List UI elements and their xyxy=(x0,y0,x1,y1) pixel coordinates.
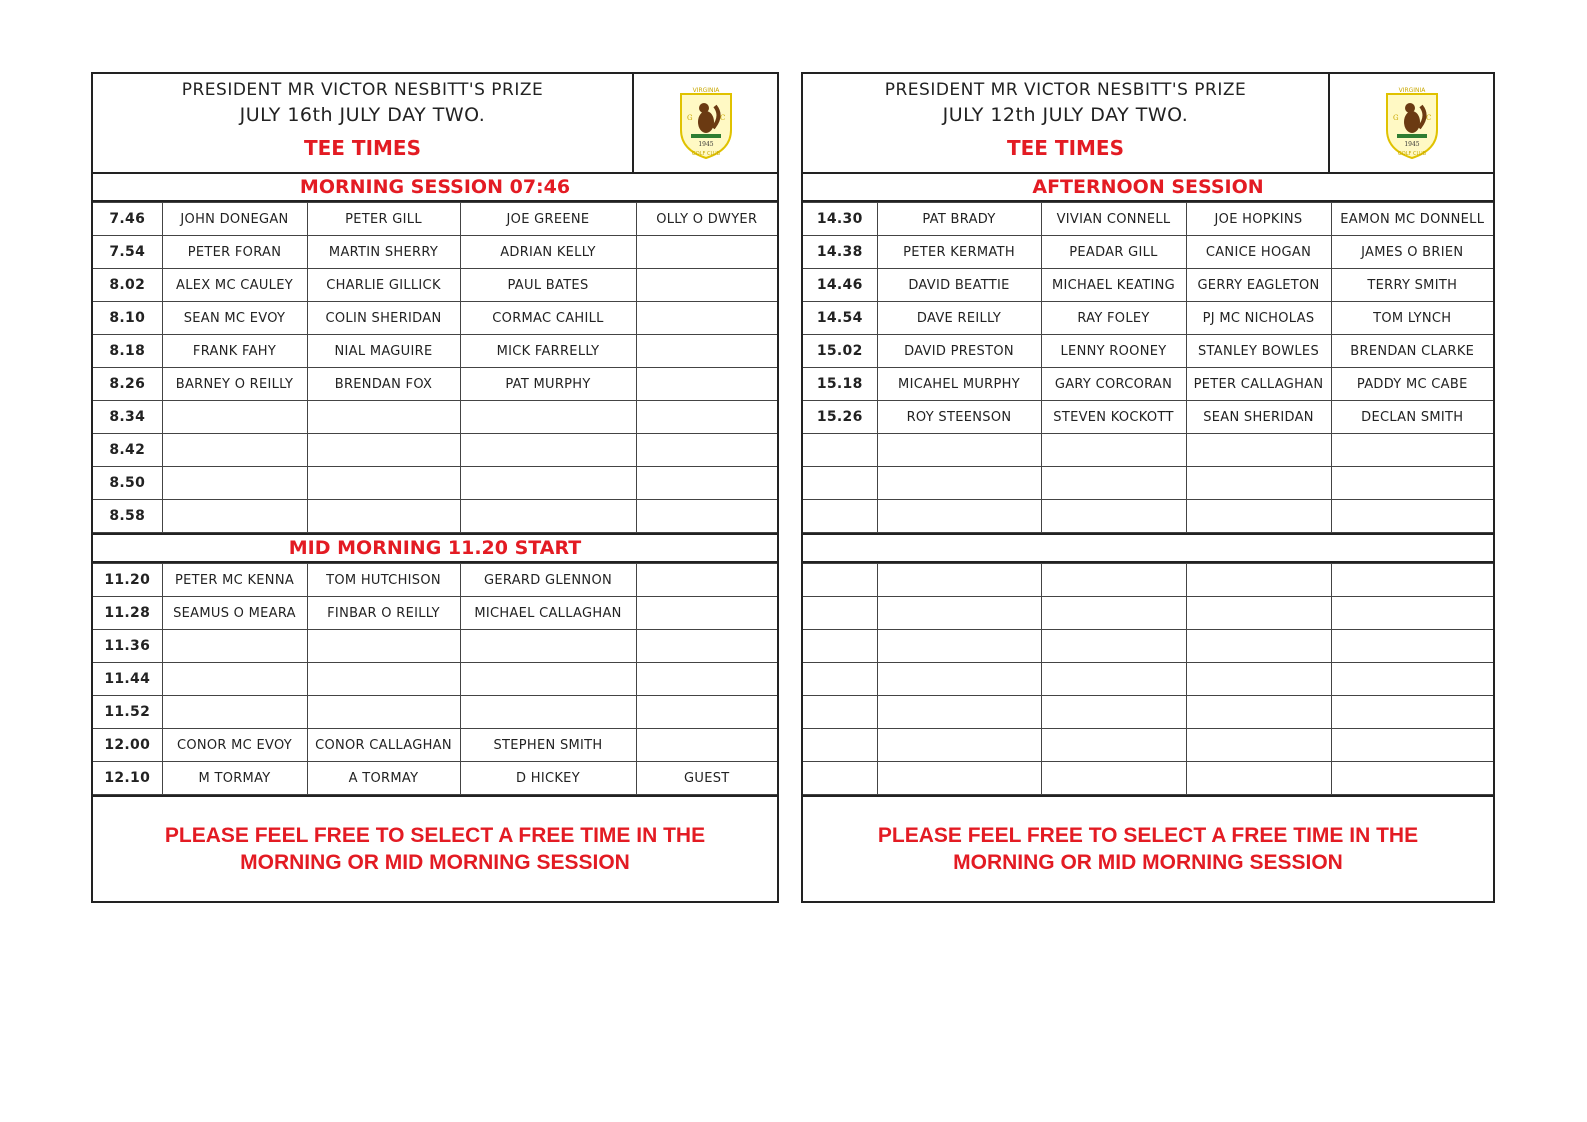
player-name: JOE HOPKINS xyxy=(1186,203,1331,236)
tee-time: 11.28 xyxy=(93,597,162,630)
player-name xyxy=(636,663,777,696)
player-name: GARY CORCORAN xyxy=(1041,368,1186,401)
tee-time-row xyxy=(93,236,777,269)
player-name xyxy=(162,630,307,663)
player-name: ADRIAN KELLY xyxy=(460,236,636,269)
tee-time-row xyxy=(93,500,777,533)
player-name xyxy=(636,335,777,368)
tee-time-row xyxy=(93,269,777,302)
free-time-notice xyxy=(803,795,1493,901)
player-name xyxy=(162,500,307,533)
player-name xyxy=(1186,597,1331,630)
tee-time xyxy=(803,500,877,533)
player-name xyxy=(1186,500,1331,533)
svg-text:VIRGINIA: VIRGINIA xyxy=(692,87,719,94)
tee-time-row xyxy=(93,597,777,630)
tee-time: 15.18 xyxy=(803,368,877,401)
player-name xyxy=(636,467,777,500)
tee-time-row xyxy=(803,401,1493,434)
tee-time: 12.00 xyxy=(93,729,162,762)
player-name: CONOR CALLAGHAN xyxy=(307,729,460,762)
tee-time: 12.10 xyxy=(93,762,162,795)
player-name: LENNY ROONEY xyxy=(1041,335,1186,368)
player-name: DECLAN SMITH xyxy=(1331,401,1493,434)
player-name: MARTIN SHERRY xyxy=(307,236,460,269)
tee-time-row xyxy=(803,597,1493,630)
tee-time: 11.36 xyxy=(93,630,162,663)
player-name xyxy=(1331,564,1493,597)
player-name xyxy=(307,500,460,533)
player-name: PETER FORAN xyxy=(162,236,307,269)
tee-time: 11.44 xyxy=(93,663,162,696)
player-name xyxy=(1186,434,1331,467)
player-name: PAUL BATES xyxy=(460,269,636,302)
player-name xyxy=(1041,500,1186,533)
player-name: MICK FARRELLY xyxy=(460,335,636,368)
player-name xyxy=(636,236,777,269)
player-name: MICHAEL CALLAGHAN xyxy=(460,597,636,630)
player-name xyxy=(162,434,307,467)
player-name: PADDY MC CABE xyxy=(1331,368,1493,401)
date-title: JULY 16th JULY DAY TWO. xyxy=(239,104,486,126)
player-name xyxy=(877,762,1041,795)
player-name xyxy=(877,467,1041,500)
mid-morning-session-title: MID MORNING 11.20 START xyxy=(93,533,777,563)
player-name xyxy=(162,663,307,696)
tee-time-row xyxy=(803,729,1493,762)
svg-text:G: G xyxy=(1392,114,1399,122)
player-name: TERRY SMITH xyxy=(1331,269,1493,302)
player-name: BRENDAN CLARKE xyxy=(1331,335,1493,368)
tee-time-row xyxy=(93,696,777,729)
tee-time xyxy=(803,729,877,762)
sheet-header xyxy=(803,74,1493,174)
player-name xyxy=(1041,467,1186,500)
player-name: FINBAR O REILLY xyxy=(307,597,460,630)
player-name xyxy=(636,269,777,302)
free-time-notice xyxy=(93,795,777,901)
player-name: OLLY O DWYER xyxy=(636,203,777,236)
player-name: EAMON MC DONNELL xyxy=(1331,203,1493,236)
player-name xyxy=(636,729,777,762)
tee-time xyxy=(803,630,877,663)
player-name: PETER KERMATH xyxy=(877,236,1041,269)
player-name xyxy=(1331,762,1493,795)
player-name: BARNEY O REILLY xyxy=(162,368,307,401)
svg-text:G: G xyxy=(686,114,693,122)
tee-time xyxy=(803,467,877,500)
player-name xyxy=(460,630,636,663)
player-name xyxy=(636,401,777,434)
player-name: D HICKEY xyxy=(460,762,636,795)
player-name xyxy=(460,401,636,434)
tee-time-row xyxy=(93,401,777,434)
empty-tee-times-table xyxy=(803,563,1493,795)
tee-time: 7.46 xyxy=(93,203,162,236)
player-name xyxy=(460,663,636,696)
player-name xyxy=(1186,564,1331,597)
player-name xyxy=(460,434,636,467)
player-name xyxy=(460,467,636,500)
tee-time-row xyxy=(803,236,1493,269)
player-name: STEPHEN SMITH xyxy=(460,729,636,762)
player-name xyxy=(1331,467,1493,500)
player-name xyxy=(1041,434,1186,467)
player-name xyxy=(1186,762,1331,795)
player-name xyxy=(877,729,1041,762)
player-name xyxy=(1331,729,1493,762)
tee-time: 14.30 xyxy=(803,203,877,236)
player-name xyxy=(636,500,777,533)
player-name xyxy=(1186,729,1331,762)
empty-session-band xyxy=(803,533,1493,563)
player-name xyxy=(1331,434,1493,467)
svg-text:GOLF CLUB: GOLF CLUB xyxy=(691,151,720,157)
player-name xyxy=(162,696,307,729)
tee-time-row xyxy=(93,630,777,663)
player-name: SEAN MC EVOY xyxy=(162,302,307,335)
player-name: DAVID PRESTON xyxy=(877,335,1041,368)
player-name xyxy=(1041,564,1186,597)
player-name xyxy=(1041,729,1186,762)
player-name: ROY STEENSON xyxy=(877,401,1041,434)
player-name xyxy=(636,630,777,663)
player-name xyxy=(877,564,1041,597)
tee-time-row xyxy=(93,434,777,467)
tee-time xyxy=(803,663,877,696)
tee-time: 8.34 xyxy=(93,401,162,434)
tee-time: 8.18 xyxy=(93,335,162,368)
player-name xyxy=(877,597,1041,630)
player-name xyxy=(1186,663,1331,696)
player-name: DAVE REILLY xyxy=(877,302,1041,335)
player-name: SEAMUS O MEARA xyxy=(162,597,307,630)
player-name xyxy=(877,663,1041,696)
tee-time xyxy=(803,564,877,597)
player-name: M TORMAY xyxy=(162,762,307,795)
club-crest-icon xyxy=(1381,86,1443,160)
player-name xyxy=(1041,696,1186,729)
morning-session-title: MORNING SESSION 07:46 xyxy=(93,174,777,202)
player-name xyxy=(636,597,777,630)
player-name: PAT MURPHY xyxy=(460,368,636,401)
tee-time-row xyxy=(93,564,777,597)
player-name: VIVIAN CONNELL xyxy=(1041,203,1186,236)
player-name xyxy=(636,302,777,335)
player-name xyxy=(636,434,777,467)
player-name xyxy=(636,564,777,597)
tee-sheet-day-two-morning xyxy=(91,72,779,903)
tee-time: 8.50 xyxy=(93,467,162,500)
tee-time-row xyxy=(803,500,1493,533)
tee-time-row xyxy=(93,302,777,335)
header-text xyxy=(93,74,632,172)
player-name: CORMAC CAHILL xyxy=(460,302,636,335)
player-name: ALEX MC CAULEY xyxy=(162,269,307,302)
tee-time-row xyxy=(803,630,1493,663)
tee-time xyxy=(803,696,877,729)
tee-time: 8.58 xyxy=(93,500,162,533)
player-name xyxy=(1186,630,1331,663)
tee-time: 14.54 xyxy=(803,302,877,335)
player-name: RAY FOLEY xyxy=(1041,302,1186,335)
player-name xyxy=(1041,630,1186,663)
tee-time-row xyxy=(93,663,777,696)
player-name: JAMES O BRIEN xyxy=(1331,236,1493,269)
player-name: MICHAEL KEATING xyxy=(1041,269,1186,302)
player-name: MICAHEL MURPHY xyxy=(877,368,1041,401)
player-name: PETER MC KENNA xyxy=(162,564,307,597)
player-name: STEVEN KOCKOTT xyxy=(1041,401,1186,434)
player-name: PEADAR GILL xyxy=(1041,236,1186,269)
tee-time-row xyxy=(93,467,777,500)
tee-time: 8.42 xyxy=(93,434,162,467)
player-name xyxy=(460,500,636,533)
player-name xyxy=(1041,762,1186,795)
player-name: SEAN SHERIDAN xyxy=(1186,401,1331,434)
tee-time-row xyxy=(803,203,1493,236)
notice-line-2: MORNING OR MID MORNING SESSION xyxy=(953,851,1343,874)
tee-time: 14.38 xyxy=(803,236,877,269)
tee-time-row xyxy=(93,368,777,401)
tee-times-title: TEE TIMES xyxy=(304,136,421,160)
tee-time-row xyxy=(803,335,1493,368)
player-name xyxy=(877,696,1041,729)
club-logo xyxy=(1328,74,1493,172)
tee-time: 7.54 xyxy=(93,236,162,269)
player-name: GUEST xyxy=(636,762,777,795)
club-logo xyxy=(632,74,777,172)
player-name xyxy=(162,401,307,434)
tee-time: 15.02 xyxy=(803,335,877,368)
player-name: DAVID BEATTIE xyxy=(877,269,1041,302)
player-name xyxy=(877,630,1041,663)
svg-text:GOLF CLUB: GOLF CLUB xyxy=(1397,151,1426,157)
date-title: JULY 12th JULY DAY TWO. xyxy=(942,104,1189,126)
afternoon-session-title: AFTERNOON SESSION xyxy=(803,174,1493,202)
player-name xyxy=(636,696,777,729)
player-name xyxy=(460,696,636,729)
mid-morning-tee-times-table xyxy=(93,563,777,795)
tee-time-row xyxy=(93,203,777,236)
club-crest-icon xyxy=(675,86,737,160)
tee-time: 8.10 xyxy=(93,302,162,335)
player-name xyxy=(1331,597,1493,630)
tee-time xyxy=(803,597,877,630)
player-name xyxy=(307,630,460,663)
player-name: PAT BRADY xyxy=(877,203,1041,236)
player-name xyxy=(1331,500,1493,533)
tee-time-row xyxy=(803,663,1493,696)
player-name: STANLEY BOWLES xyxy=(1186,335,1331,368)
header-text xyxy=(803,74,1328,172)
player-name: NIAL MAGUIRE xyxy=(307,335,460,368)
player-name xyxy=(307,467,460,500)
player-name xyxy=(1041,663,1186,696)
tee-times-title: TEE TIMES xyxy=(1007,136,1124,160)
player-name xyxy=(1331,630,1493,663)
tee-time-row xyxy=(803,696,1493,729)
player-name: A TORMAY xyxy=(307,762,460,795)
afternoon-tee-times-table xyxy=(803,202,1493,533)
svg-text:1945: 1945 xyxy=(1403,141,1420,148)
player-name xyxy=(307,401,460,434)
tee-time-row xyxy=(93,335,777,368)
player-name xyxy=(1186,696,1331,729)
player-name: TOM LYNCH xyxy=(1331,302,1493,335)
notice-line-1: PLEASE FEEL FREE TO SELECT A FREE TIME IN THE xyxy=(877,824,1419,847)
player-name: JOHN DONEGAN xyxy=(162,203,307,236)
tee-time: 8.26 xyxy=(93,368,162,401)
player-name xyxy=(307,663,460,696)
player-name: PETER GILL xyxy=(307,203,460,236)
player-name xyxy=(307,434,460,467)
player-name xyxy=(877,434,1041,467)
tee-time: 8.02 xyxy=(93,269,162,302)
morning-tee-times-table xyxy=(93,202,777,533)
tee-time xyxy=(803,762,877,795)
player-name xyxy=(1331,696,1493,729)
tee-time-row xyxy=(93,762,777,795)
svg-text:VIRGINIA: VIRGINIA xyxy=(1398,87,1425,94)
player-name: JOE GREENE xyxy=(460,203,636,236)
player-name: FRANK FAHY xyxy=(162,335,307,368)
prize-title: PRESIDENT MR VICTOR NESBITT'S PRIZE xyxy=(884,80,1247,100)
prize-title: PRESIDENT MR VICTOR NESBITT'S PRIZE xyxy=(181,80,544,100)
player-name xyxy=(1331,663,1493,696)
notice-line-1: PLEASE FEEL FREE TO SELECT A FREE TIME IN THE xyxy=(164,824,706,847)
tee-time-row xyxy=(803,269,1493,302)
tee-time-row xyxy=(803,368,1493,401)
tee-time xyxy=(803,434,877,467)
player-name: PJ MC NICHOLAS xyxy=(1186,302,1331,335)
player-name: GERRY EAGLETON xyxy=(1186,269,1331,302)
tee-time-row xyxy=(803,467,1493,500)
player-name: CONOR MC EVOY xyxy=(162,729,307,762)
svg-text:C: C xyxy=(719,114,725,122)
player-name: GERARD GLENNON xyxy=(460,564,636,597)
player-name: CHARLIE GILLICK xyxy=(307,269,460,302)
player-name xyxy=(1186,467,1331,500)
tee-time-row xyxy=(93,729,777,762)
player-name: BRENDAN FOX xyxy=(307,368,460,401)
player-name xyxy=(162,467,307,500)
notice-line-2: MORNING OR MID MORNING SESSION xyxy=(240,851,630,874)
tee-time: 15.26 xyxy=(803,401,877,434)
player-name: COLIN SHERIDAN xyxy=(307,302,460,335)
tee-time: 11.52 xyxy=(93,696,162,729)
player-name xyxy=(877,500,1041,533)
sheet-header xyxy=(93,74,777,174)
svg-text:C: C xyxy=(1425,114,1431,122)
tee-time-row xyxy=(803,434,1493,467)
player-name: PETER CALLAGHAN xyxy=(1186,368,1331,401)
player-name: CANICE HOGAN xyxy=(1186,236,1331,269)
player-name: TOM HUTCHISON xyxy=(307,564,460,597)
tee-time-row xyxy=(803,564,1493,597)
tee-time-row xyxy=(803,762,1493,795)
tee-time: 14.46 xyxy=(803,269,877,302)
player-name xyxy=(307,696,460,729)
tee-sheet-day-two-afternoon xyxy=(801,72,1495,903)
tee-time-row xyxy=(803,302,1493,335)
tee-time: 11.20 xyxy=(93,564,162,597)
svg-text:1945: 1945 xyxy=(697,141,714,148)
player-name xyxy=(636,368,777,401)
player-name xyxy=(1041,597,1186,630)
